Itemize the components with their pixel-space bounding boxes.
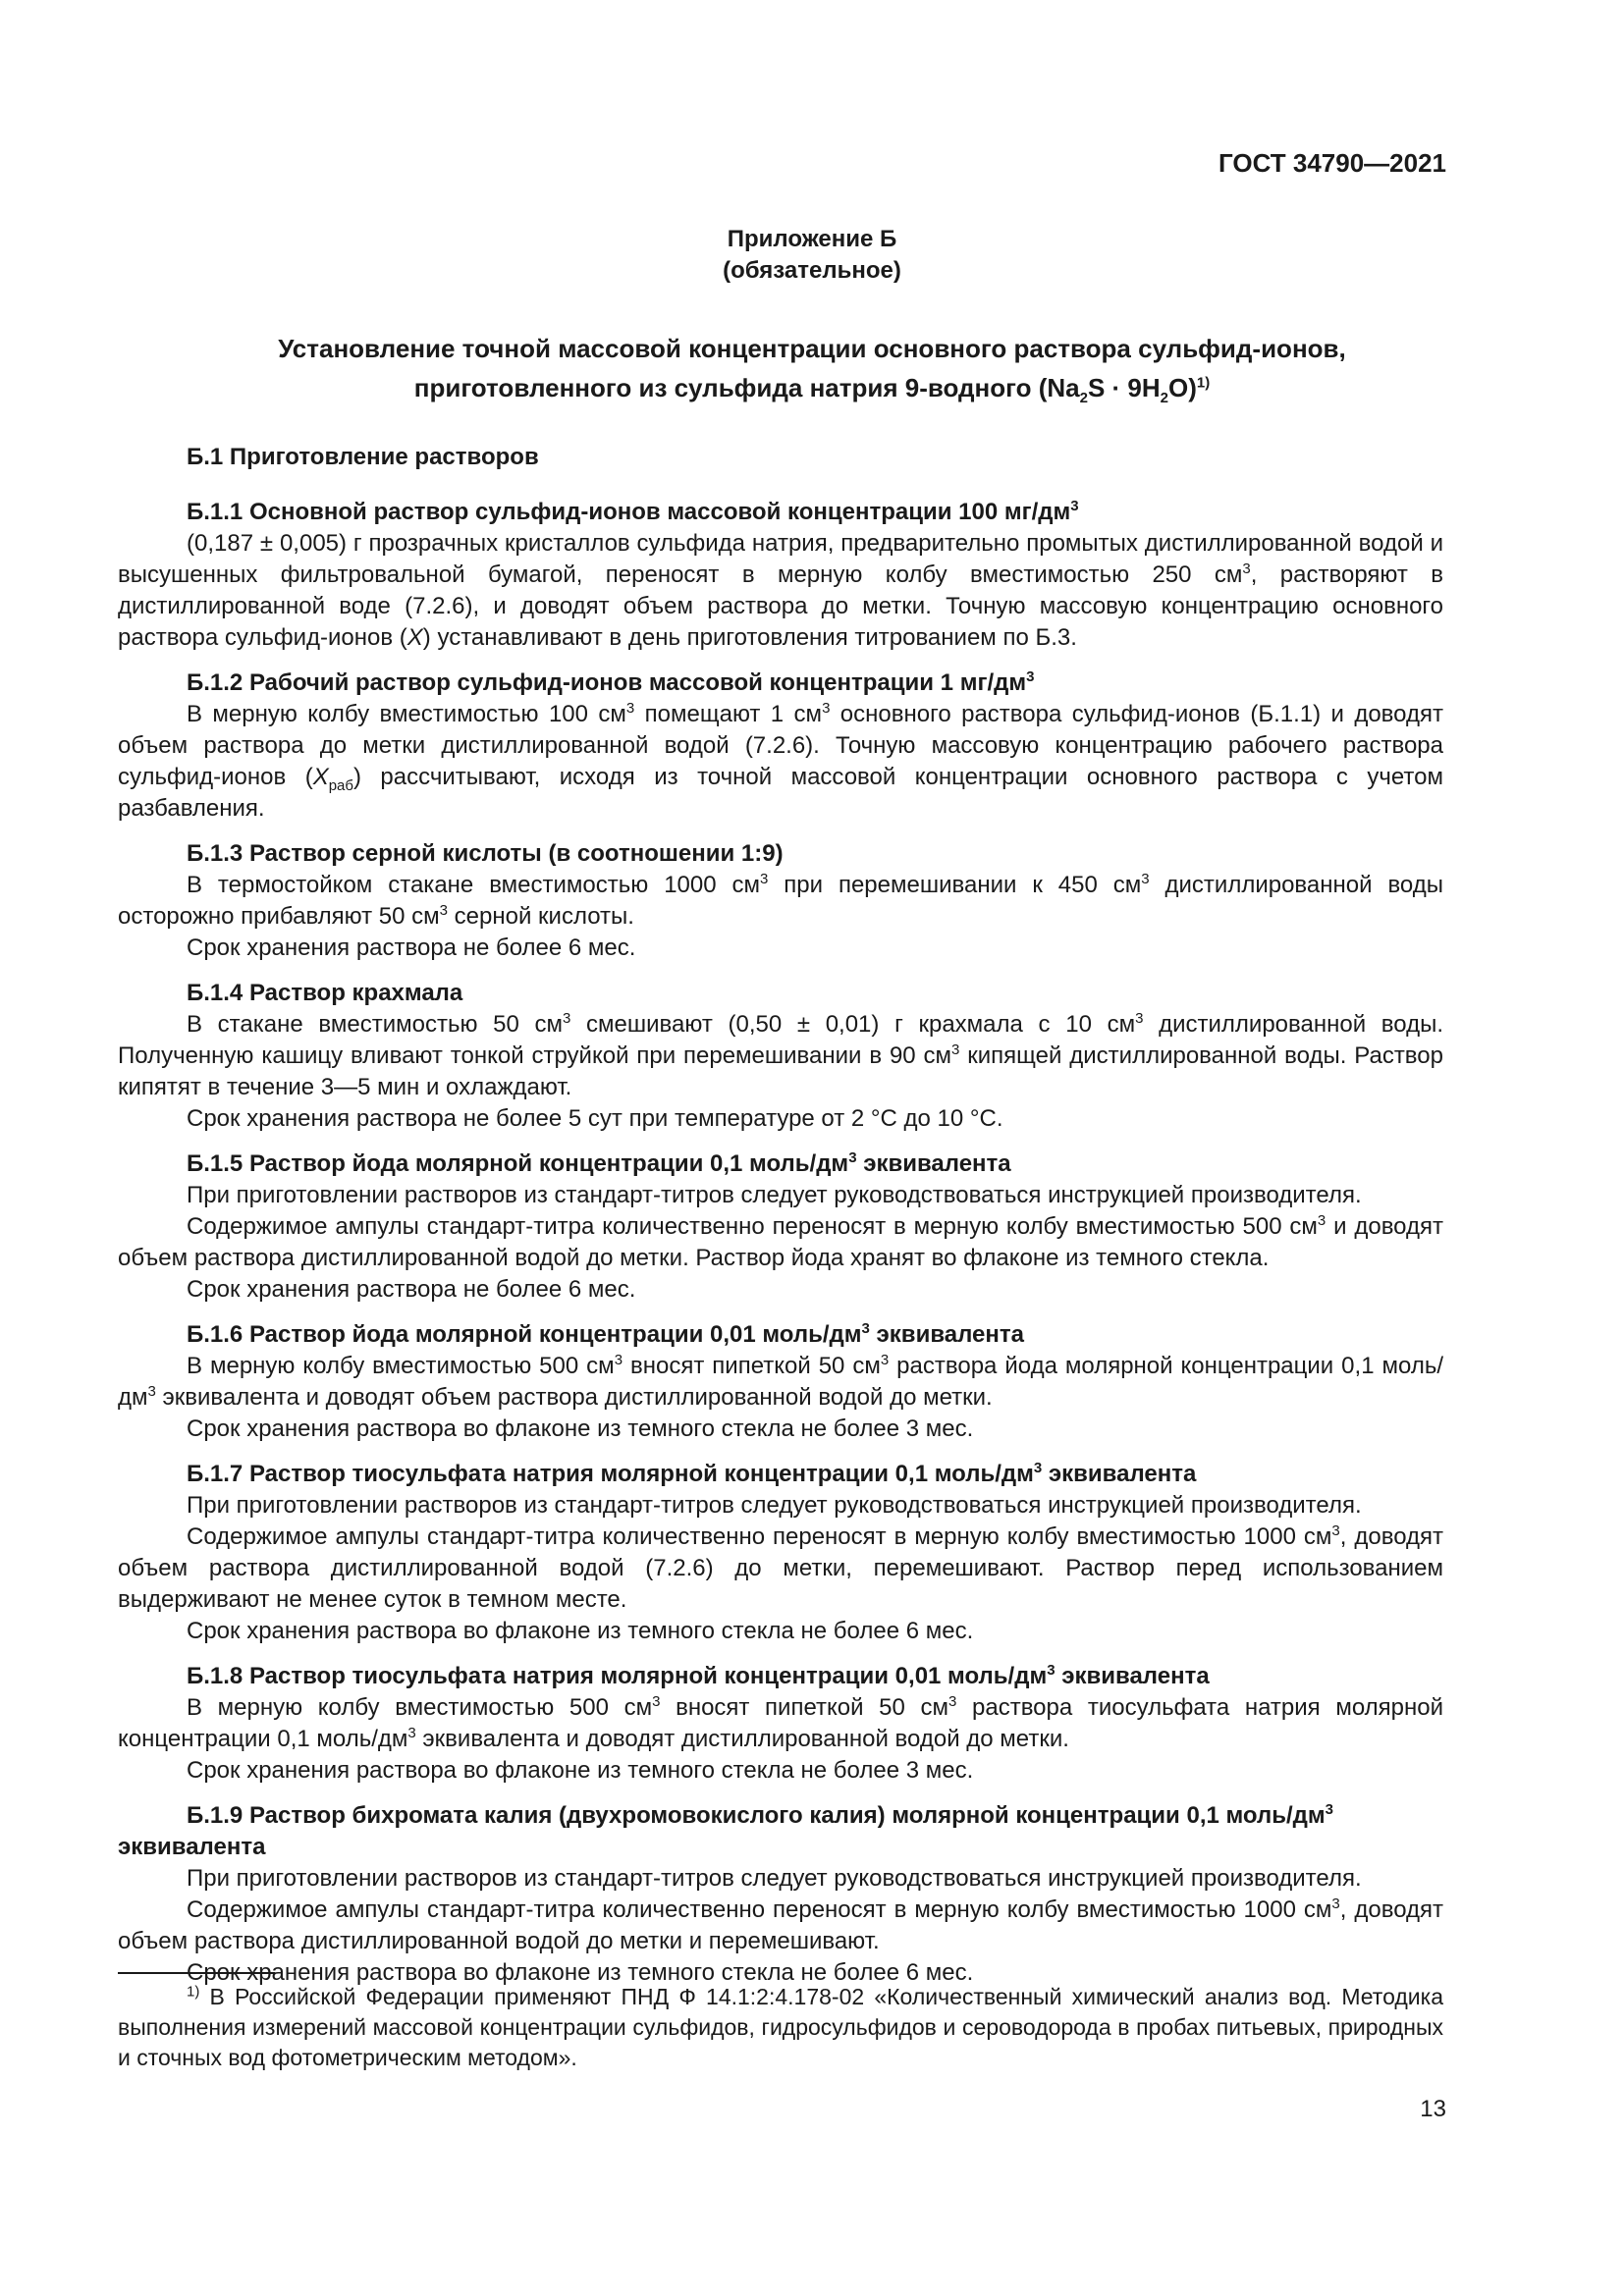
footnote-divider (118, 1972, 275, 1974)
document-title-line2: приготовленного из сульфида натрия 9-водного $(Na_2S \cdot 9H_2O)^{1)}$ (413, 373, 1211, 407)
clause-b1-2 (118, 667, 1443, 825)
section-heading: Б.1 Приготовление растворов (187, 444, 539, 470)
clause-paragraph: Содержимое ампулы стандарт-титра количественно переносят в мерную колбу вместимостью 1000 $см^3$, доводят объем раствора дистиллированной водой (7.2.6) до метки, перемешивают. Раствор перед использованием выдерживают не менее суток в темном месте. (118, 1522, 1444, 1613)
clause-heading: Б.1.1 Основной раствор сульфид-ионов массовой концентрации 100 $мг/дм^3$ (187, 498, 1079, 525)
clause-paragraph: При приготовлении растворов из стандарт-титров следует руководствоваться инструкцией производителя. (187, 1865, 1362, 1892)
footnote-reference: 1) (1196, 374, 1211, 392)
document-body (118, 442, 1443, 2002)
clause-b1-4 (118, 978, 1443, 1135)
clause-paragraph: Срок хранения раствора во флаконе из темного стекла не более 6 мес. (187, 1618, 974, 1644)
clause-heading: Б.1.4 Раствор крахмала (187, 980, 463, 1006)
clause-b1-7 (118, 1459, 1443, 1647)
clause-paragraph: В мерную колбу вместимостью 500 $см^3$ вносят пипеткой 50 $см^3$ раствора йода молярной концентрации 0,1 моль/$дм^3$ эквивалента и доводят объем раствора дистиллированной водой до метки. (118, 1352, 1443, 1411)
clause-heading: Б.1.2 Рабочий раствор сульфид-ионов массовой концентрации 1 $мг/дм^3$ (187, 668, 1035, 696)
clause-heading: Б.1.5 Раствор йода молярной концентрации 0,1 моль/$дм^3$ эквивалента (187, 1149, 1011, 1177)
clause-paragraph: (0,187 ± 0,005) г прозрачных кристаллов сульфида натрия, предварительно промытых дистиллированной водой и высушенных фильтровальной бумагой, переносят в мерную колбу вместимостью 250 $см^3$, растворяют в дистиллированной воде (7.2.6), и доводят объем раствора до метки. Точную массовую концентрацию основного раствора сульфид-ионов (X) устанавливают в день приготовления титрованием по Б.3. (118, 530, 1444, 651)
clause-heading: Б.1.7 Раствор тиосульфата натрия молярной концентрации 0,1 моль/$дм^3$ эквивалента (187, 1460, 1197, 1487)
clause-heading: Б.1.9 Раствор бихромата калия (двухромовокислого калия) молярной концентрации 0,1 моль/$дм^3$ эквивалента (118, 1801, 1333, 1860)
clause-paragraph: Срок хранения раствора не более 6 мес. (187, 934, 636, 961)
clause-paragraph: В стакане вместимостью 50 $см^3$ смешивают (0,50 ± 0,01) г крахмала с 10 $см^3$ дистиллированной воды. Полученную кашицу вливают тонкой струйкой при перемешивании в 90 $см^3$ кипящей дистиллированной воды. Раствор кипятят в течение 3—5 мин и охлаждают. (118, 1010, 1443, 1100)
clause-b1-8 (118, 1661, 1443, 1787)
clause-paragraph: Срок хранения раствора во флаконе из темного стекла не более 6 мес. (187, 1959, 974, 1986)
annex-title: Приложение Б (727, 226, 897, 252)
clause-paragraph: В мерную колбу вместимостью 100 $см^3$ помещают 1 $см^3$ основного раствора сульфид-ионов (Б.1.1) и доводят объем раствора до метки дистиллированной водой (7.2.6). Точную массовую концентрацию рабочего раствора сульфид-ионов $(X_{раб})$ рассчитывают, исходя из точной массовой концентрации основного раствора с учетом разбавления. (118, 700, 1443, 822)
clause-paragraph: При приготовлении растворов из стандарт-титров следует руководствоваться инструкцией производителя. (187, 1182, 1362, 1208)
document-title-line1: Установление точной массовой концентрации основного раствора сульфид-ионов, (278, 334, 1346, 363)
clause-b1-9 (118, 1800, 1443, 1989)
clause-paragraph: Срок хранения раствора не более 5 сут при температуре от 2 °С до 10 °С. (187, 1105, 1003, 1132)
clause-paragraph: При приготовлении растворов из стандарт-титров следует руководствоваться инструкцией производителя. (187, 1492, 1362, 1519)
clause-b1-1 (118, 497, 1443, 654)
clause-b1-3 (118, 838, 1443, 964)
footnote-mark: 1) (187, 1983, 200, 2001)
footnote-text: $^{1)}$ В Российской Федерации применяют ПНД Ф 14.1:2:4.178-02 «Количественный химический анализ вод. Методика выполнения измерений массовой концентрации сульфидов, гидросульфидов и сероводорода в пробах питьевых, природных и сточных вод фотометрическим методом». (118, 1983, 1443, 2070)
page-number: 13 (1420, 2096, 1446, 2122)
clause-heading: Б.1.8 Раствор тиосульфата натрия молярной концентрации 0,01 моль/$дм^3$ эквивалента (187, 1662, 1210, 1689)
clause-b1-6 (118, 1319, 1443, 1445)
clause-paragraph: Содержимое ампулы стандарт-титра количественно переносят в мерную колбу вместимостью 1000 $см^3$, доводят объем раствора дистиллированной водой до метки и перемешивают. (118, 1896, 1444, 1954)
annex-heading (0, 224, 1624, 287)
clause-paragraph: В мерную колбу вместимостью 500 $см^3$ вносят пипеткой 50 $см^3$ раствора тиосульфата натрия молярной концентрации 0,1 моль/$дм^3$ эквивалента и доводят дистиллированной водой до метки. (118, 1693, 1443, 1752)
clause-paragraph: Срок хранения раствора во флаконе из темного стекла не более 3 мес. (187, 1757, 974, 1784)
footnote (118, 1982, 1443, 2073)
document-title (118, 329, 1506, 407)
standard-code: ГОСТ 34790—2021 (1218, 148, 1446, 178)
clause-b1-5 (118, 1148, 1443, 1306)
clause-paragraph: Срок хранения раствора во флаконе из темного стекла не более 3 мес. (187, 1415, 974, 1442)
clause-paragraph: В термостойком стакане вместимостью 1000 $см^3$ при перемешивании к 450 $см^3$ дистиллированной воды осторожно прибавляют 50 $см^3$ серной кислоты. (118, 871, 1443, 930)
clause-paragraph: Срок хранения раствора не более 6 мес. (187, 1276, 636, 1303)
clause-paragraph: Содержимое ампулы стандарт-титра количественно переносят в мерную колбу вместимостью 500 $см^3$ и доводят объем раствора дистиллированной водой до метки. Раствор йода хранят во флаконе из темного стекла. (118, 1212, 1443, 1271)
annex-status: (обязательное) (723, 257, 901, 284)
clause-heading: Б.1.3 Раствор серной кислоты (в соотношении 1:9) (187, 840, 784, 867)
clause-heading: Б.1.6 Раствор йода молярной концентрации 0,01 моль/$дм^3$ эквивалента (187, 1320, 1024, 1348)
